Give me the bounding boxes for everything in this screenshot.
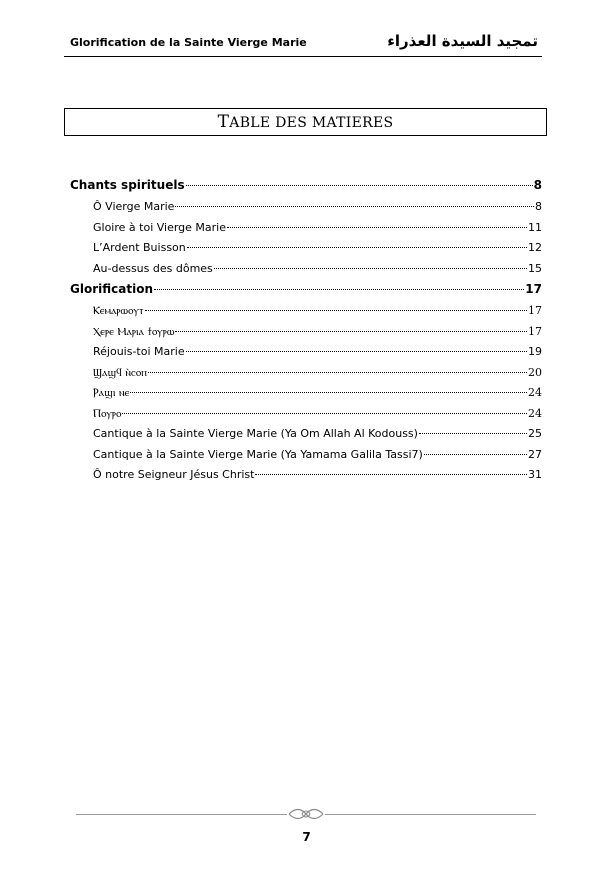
toc-leader-dots — [122, 413, 527, 414]
toc-entry-cantique-ya-yamama[interactable] — [70, 448, 542, 469]
toc-entry-cantique-ya-om-allah[interactable] — [70, 427, 542, 448]
page-number: 7 — [302, 830, 311, 844]
toc-entry-label: Ⲣⲁϣⲓ ⲛⲉ — [93, 386, 130, 399]
flourish-ornament-icon — [287, 806, 325, 822]
toc-entry-rejouis-toi-marie[interactable] — [70, 345, 542, 366]
toc-title-rest: ABLE DES MATIERES — [229, 115, 394, 131]
toc-leader-dots — [145, 310, 527, 311]
toc-leader-dots — [148, 372, 527, 373]
toc-entry-page: 12 — [528, 241, 542, 254]
toc-entry-label: Réjouis-toi Marie — [93, 345, 185, 358]
toc-entry-label: Cantique à la Sainte Vierge Marie (Ya Yamama Galila Tassi7) — [93, 447, 423, 461]
toc-entry-label: L’Ardent Buisson — [93, 241, 186, 254]
toc-entry-label: Gloire à toi Vierge Marie — [93, 220, 227, 234]
toc-entry-pouro[interactable] — [70, 407, 542, 428]
toc-entry-o-notre-seigneur[interactable] — [70, 468, 542, 489]
toc-leader-dots — [255, 474, 527, 475]
toc-leader-dots — [227, 227, 527, 228]
toc-entry-page: 20 — [528, 365, 542, 379]
toc-entry-page: 8 — [535, 200, 542, 213]
toc-leader-dots — [130, 392, 527, 393]
toc-entry-o-vierge-marie[interactable] — [70, 200, 542, 221]
toc-entry-page: 24 — [528, 406, 542, 420]
toc-entry-page: 17 — [528, 304, 542, 317]
toc-entry-label: Chants spirituels — [70, 178, 185, 192]
toc-entry-label: Ⲭⲉⲣⲉ Ⲙⲁⲣⲓⲁ ϯⲟⲩⲣⲱ — [93, 324, 175, 338]
toc-title — [64, 108, 547, 136]
toc-entry-label: Ϣⲁϣϥ ⲛ̀ⲥⲟⲡ — [93, 365, 147, 379]
toc-leader-dots — [175, 331, 527, 332]
toc-entry-page: 31 — [528, 468, 542, 481]
toc-leader-dots — [424, 454, 527, 455]
toc-entry-page: 19 — [528, 345, 542, 358]
toc-entry-kemarowout[interactable] — [70, 304, 542, 325]
toc-entry-label: Glorification — [70, 282, 153, 296]
toc-entry-label: Ô notre Seigneur Jésus Christ — [93, 468, 255, 481]
toc-leader-dots — [186, 351, 527, 352]
toc-entry-label: Ⲕⲉⲙⲁⲣⲱⲟⲩⲧ — [93, 304, 144, 317]
toc-entry-chants-spirituels[interactable] — [70, 178, 542, 200]
toc-leader-dots — [186, 185, 533, 186]
toc-title-initial: T — [217, 112, 230, 132]
toc-entry-label: Ô Vierge Marie — [93, 200, 175, 213]
toc-leader-dots — [419, 433, 527, 434]
toc-leader-dots — [154, 289, 524, 290]
header-title-arabic: تمجيد السيدة العذراء — [387, 32, 538, 50]
toc-entry-au-dessus-des-domes[interactable] — [70, 262, 542, 283]
toc-entry-label: Ⲡⲟⲩⲣⲟ — [93, 406, 122, 420]
running-header — [64, 30, 542, 57]
toc-leader-dots — [214, 268, 527, 269]
toc-entry-page: 17 — [525, 282, 542, 296]
toc-entry-rashi-ne[interactable] — [70, 386, 542, 407]
toc-entry-page: 11 — [528, 220, 542, 234]
toc-entry-gloire-a-toi[interactable] — [70, 221, 542, 242]
table-of-contents — [70, 178, 542, 489]
toc-entry-page: 17 — [528, 324, 542, 338]
toc-entry-ardent-buisson[interactable] — [70, 241, 542, 262]
toc-entry-page: 8 — [533, 178, 542, 192]
toc-leader-dots — [187, 247, 527, 248]
toc-entry-page: 27 — [528, 447, 542, 461]
toc-entry-shere-maria-tourw[interactable] — [70, 325, 542, 346]
toc-entry-page: 15 — [528, 261, 542, 275]
toc-entry-glorification[interactable] — [70, 282, 542, 304]
toc-entry-page: 25 — [528, 427, 542, 440]
toc-entry-label: Au-dessus des dômes — [93, 261, 213, 275]
toc-entry-page: 24 — [528, 386, 542, 399]
toc-entry-shashf-ensop[interactable] — [70, 366, 542, 387]
toc-entry-label: Cantique à la Sainte Vierge Marie (Ya Om Allah Al Kodouss) — [93, 427, 418, 440]
toc-leader-dots — [175, 206, 534, 207]
header-title-french: Glorification de la Sainte Vierge Marie — [70, 36, 307, 49]
